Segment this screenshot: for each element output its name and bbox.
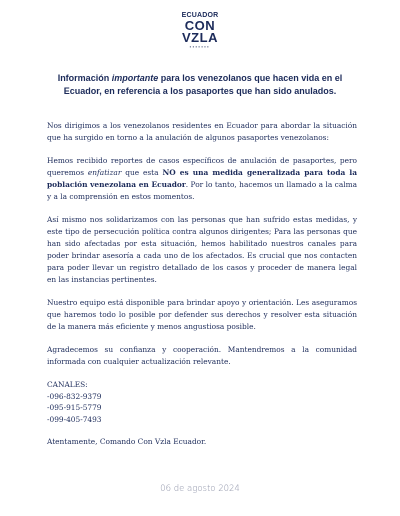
phone-number: -099-405-7493 xyxy=(47,414,102,424)
p2-bold: NO es una medida generalizada para toda la población venezolana en Ecuador xyxy=(47,168,357,189)
document-date: 06 de agosto 2024 xyxy=(160,484,240,494)
p2-text-b: que esta xyxy=(121,168,163,177)
headline-emphasis: importante xyxy=(111,73,159,83)
headline-part2: para los venezolanos que hacen vida en el Ecuador, en referencia a los pasaportes que han sido anulados. xyxy=(63,73,343,96)
paragraph-intro: Nos dirigimos a los venezolanos residentes en Ecuador para abordar la situación que ha surgido en torno a la anulación de algunos pasaportes venezolanos: xyxy=(47,121,357,142)
ecuador-con-vzla-logo xyxy=(170,12,230,50)
p2-text-c: . Por lo tanto, hacemos un llamado a la calma y a la comprensión en estos momentos. xyxy=(47,180,357,201)
signature: Atentamente, Comando Con Vzla Ecuador. xyxy=(47,437,207,446)
logo-line-ecuador: ECUADOR xyxy=(181,12,219,19)
phone-number: -095-915-5779 xyxy=(47,403,102,412)
contact-channels xyxy=(47,379,357,425)
paragraph-solidarity: Así mismo nos solidarizamos con las personas que han sufrido estas medidas, y este tipo de persecución política contra algunos dirigentes; Para las personas que han sido afectadas por esta situación, hemos habilitado nuestros canales para poder brindar asesoría a cada uno de los afectados. Es crucial que nos contacten para poder llevar un registro detallado de los casos y proceder de manera legal en las instancias pertinentes. xyxy=(47,215,357,284)
paragraph-thanks: Agradecemos su confianza y cooperación. Mantendremos a la comunidad informada con cualquier actualización relevante. xyxy=(47,345,357,366)
channels-title: CANALES: xyxy=(47,380,88,389)
logo-line-con: CON xyxy=(184,18,216,33)
p2-emphasis: enfatizar xyxy=(87,168,122,177)
paragraph-support: Nuestro equipo está disponible para brindar apoyo y orientación. Les aseguramos que haremos todo lo posible por defender sus derechos y resolver esta situación de la manera más eficiente y menos angustiosa posible. xyxy=(47,298,357,331)
phone-number: -096-832-9379 xyxy=(47,391,102,401)
headline xyxy=(40,72,360,98)
logo-line-vzla: VZLA xyxy=(182,30,218,45)
p2-text-a: Hemos recibido reportes de casos específicos de anulación de pasaportes, pero queremos xyxy=(47,156,357,177)
letter-body xyxy=(47,120,357,459)
paragraph-reports xyxy=(47,155,357,203)
headline-part1: Información xyxy=(57,73,112,83)
logo-stars: ▪▪▪▪▪▪▪ xyxy=(189,44,211,49)
